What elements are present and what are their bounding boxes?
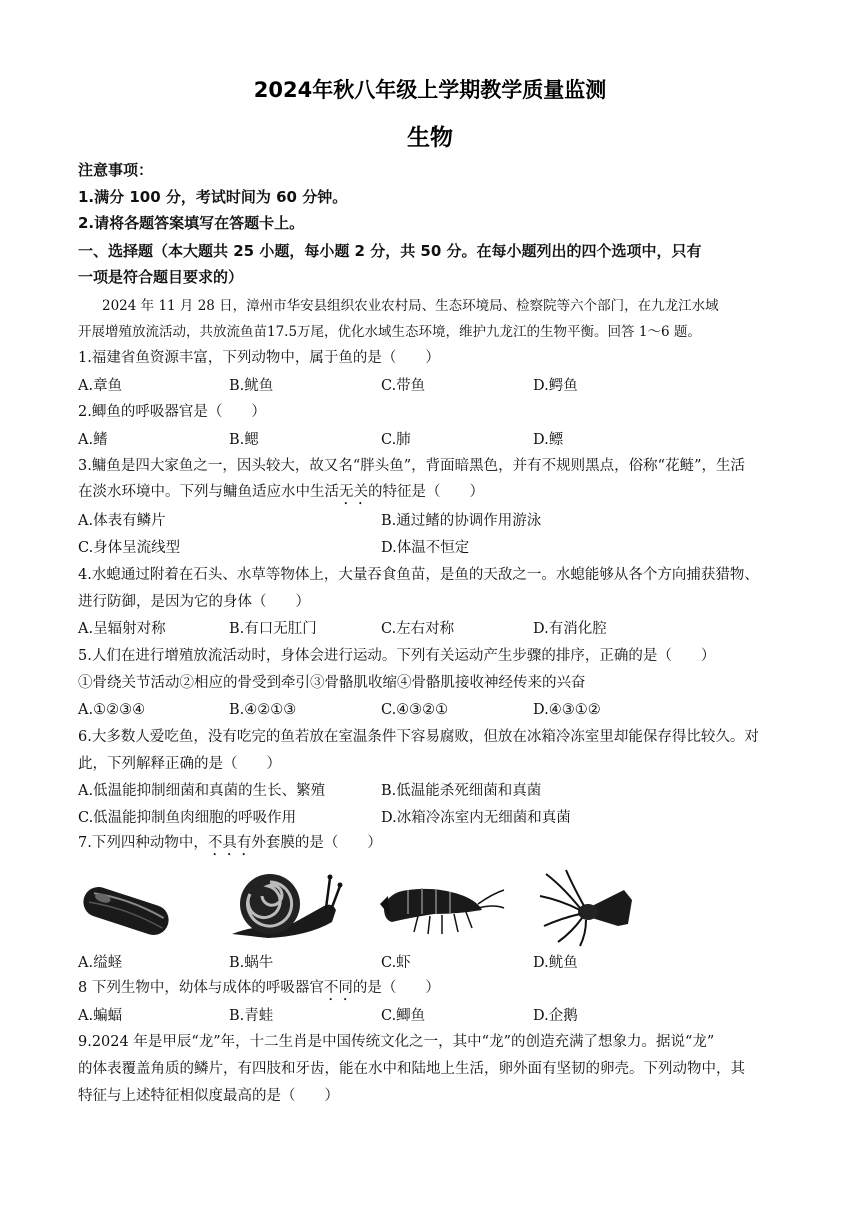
q3-option-c: C.身体呈流线型 — [78, 540, 181, 556]
q9-stem-line2: 的体表覆盖角质的鳞片，有四肢和牙齿，能在水中和陆地上生活，卵外面有坚韧的卵壳。下列动物中，其 — [78, 1061, 745, 1077]
q6-stem-line2: 此，下列解释正确的是（ ） — [78, 756, 281, 772]
q2-option-d: D.鳔 — [533, 432, 564, 448]
subject-title: 生物 — [407, 125, 453, 151]
section-heading-line1: 一、选择题（本大题共 25 小题，每小题 2 分，共 50 分。在每小题列出的四个选项中，只有 — [78, 242, 702, 260]
q9-stem-line3: 特征与上述特征相似度最高的是（ ） — [78, 1088, 339, 1104]
q8-stem-pre: 8 下列生物中，幼体与成体的呼吸器官 — [78, 980, 324, 996]
q5-stem: 5.人们在进行增殖放流活动时，身体会进行运动。下列有关运动产生步骤的排序，正确的是（ ） — [78, 648, 716, 664]
q5-steps: ①骨绕关节活动②相应的骨受到牵引③骨骼肌收缩④骨骼肌接收神经传来的兴奋 — [78, 675, 586, 691]
shrimp-icon — [378, 874, 506, 938]
q1-option-b: B.鱿鱼 — [229, 378, 274, 394]
q6-option-d: D.冰箱冷冻室内无细菌和真菌 — [381, 810, 571, 826]
q7-stem-post: 外套膜的是（ ） — [251, 835, 382, 851]
q6-stem-line1: 6.大多数人爱吃鱼，没有吃完的鱼若放在室温条件下容易腐败，但放在冰箱冷冻室里却能保存得比较久。对 — [78, 729, 759, 745]
q6-option-c: C.低温能抑制鱼肉细胞的呼吸作用 — [78, 810, 297, 826]
q8-option-d: D.企鹅 — [533, 1008, 578, 1024]
note-item-1: 1.满分 100 分，考试时间为 60 分钟。 — [78, 188, 348, 206]
razor-clam-icon — [76, 876, 176, 946]
q1-option-c: C.带鱼 — [381, 378, 426, 394]
q5-option-b: B.④②①③ — [229, 702, 297, 718]
q8-option-b: B.青蛙 — [229, 1008, 274, 1024]
q7-option-b: B.蜗牛 — [229, 955, 274, 971]
q6-option-b: B.低温能杀死细菌和真菌 — [381, 783, 542, 799]
q2-stem: 2.鲫鱼的呼吸器官是（ ） — [78, 404, 266, 420]
q3-stem-pre: 在淡水环境中。下列与鳙鱼适应水中生活 — [78, 484, 339, 500]
q7-option-a: A.缢蛏 — [78, 955, 123, 971]
q5-option-c: C.④③②① — [381, 702, 449, 718]
q8-emphasis: 不同 — [323, 980, 353, 996]
q1-stem: 1.福建省鱼资源丰富，下列动物中，属于鱼的是（ ） — [78, 350, 440, 366]
q4-option-c: C.左右对称 — [381, 621, 455, 637]
q4-stem-line1: 4.水螅通过附着在石头、水草等物体上，大量吞食鱼苗，是鱼的天敌之一。水螅能够从各个方向捕获猎物、 — [78, 567, 759, 583]
q4-option-a: A.呈辐射对称 — [78, 621, 166, 637]
q4-option-d: D.有消化腔 — [533, 621, 607, 637]
q8-option-c: C.鲫鱼 — [381, 1008, 426, 1024]
q3-stem-post: 的特征是（ ） — [368, 484, 484, 500]
q4-stem-line2: 进行防御，是因为它的身体（ ） — [78, 594, 310, 610]
passage-line1: 2024 年 11 月 28 日，漳州市华安县组织农业农村局、生态环境局、检察院等六个部门，在九龙江水域 — [102, 298, 719, 314]
q8-stem-post: 的是（ ） — [352, 980, 440, 996]
notes-heading: 注意事项： — [78, 161, 154, 179]
section-heading-line2: 一项是符合题目要求的） — [78, 268, 244, 286]
q3-option-d: D.体温不恒定 — [381, 540, 470, 556]
q2-option-a: A.鳍 — [78, 432, 108, 448]
q2-option-c: C.肺 — [381, 432, 411, 448]
q3-stem-line2 — [78, 482, 484, 508]
squid-icon — [532, 866, 636, 948]
q7-option-d: D.鱿鱼 — [533, 955, 578, 971]
q1-option-a: A.章鱼 — [78, 378, 123, 394]
snail-icon — [228, 866, 346, 944]
q3-option-b: B.通过鳍的协调作用游泳 — [381, 513, 542, 529]
q6-option-a: A.低温能抑制细菌和真菌的生长、繁殖 — [78, 783, 326, 799]
exam-title: 2024年秋八年级上学期教学质量监测 — [253, 78, 607, 102]
q4-option-b: B.有口无肛门 — [229, 621, 317, 637]
q8-stem — [78, 978, 440, 1004]
q7-emphasis: 不具有 — [207, 835, 252, 851]
q3-emphasis: 无关 — [339, 484, 368, 500]
note-item-2: 2.请将各题答案填写在答题卡上。 — [78, 214, 305, 232]
q3-stem-line1: 3.鳙鱼是四大家鱼之一，因头较大，故又名“胖头鱼”，背面暗黑色，并有不规则黑点，俗称“花鲢”，生活 — [78, 458, 745, 474]
q5-option-a: A.①②③④ — [78, 702, 146, 718]
q1-option-d: D.鳄鱼 — [533, 378, 578, 394]
q3-option-a: A.体表有鳞片 — [78, 513, 166, 529]
q7-stem-pre: 7.下列四种动物中， — [78, 835, 208, 851]
q9-stem-line1: 9.2024 年是甲辰“龙”年，十二生肖是中国传统文化之一，其中“龙”的创造充满了想象力。据说“龙” — [78, 1034, 715, 1050]
q7-option-c: C.虾 — [381, 955, 411, 971]
q5-option-d: D.④③①② — [533, 702, 601, 718]
q8-option-a: A.蝙蝠 — [78, 1008, 123, 1024]
passage-line2: 开展增殖放流活动，共放流鱼苗17.5万尾，优化水域生态环境，维护九龙江的生物平衡。回答 1～6 题。 — [78, 324, 701, 340]
q7-stem — [78, 833, 382, 859]
q2-option-b: B.鳃 — [229, 432, 259, 448]
